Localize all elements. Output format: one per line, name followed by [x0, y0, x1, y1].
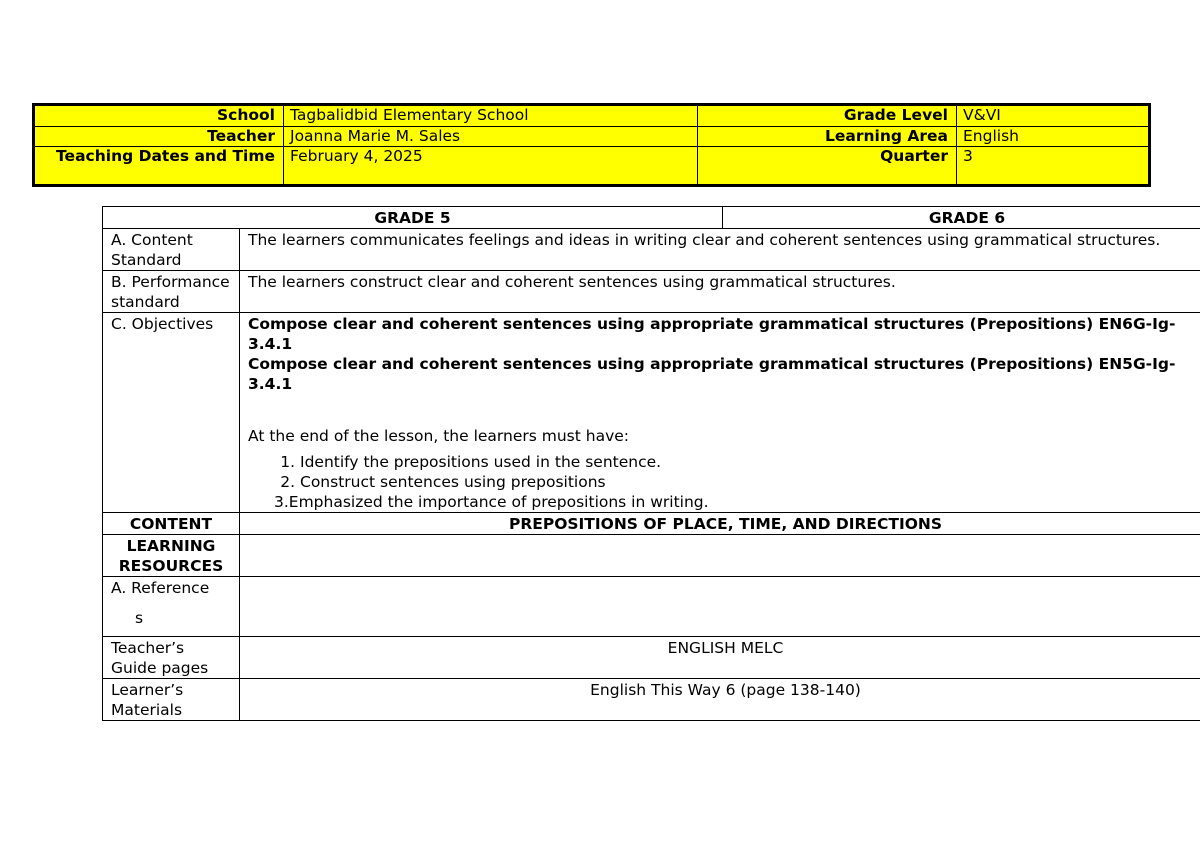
- objectives-list: [248, 452, 1200, 492]
- performance-standard-row: [103, 271, 1200, 313]
- content-standard-value: The learners communicates feelings and ideas in writing clear and coherent sentences using grammatical structures.: [240, 229, 1200, 271]
- objectives-label: C. Objectives: [103, 313, 240, 513]
- objectives-row: [103, 313, 1200, 513]
- performance-standard-label: B. Performance standard: [103, 271, 240, 313]
- school-value: Tagbalidbid Elementary School: [284, 106, 698, 127]
- learners-materials-label: Learner’s Materials: [103, 679, 240, 721]
- content-value: PREPOSITIONS OF PLACE, TIME, AND DIRECTIONS: [240, 513, 1200, 535]
- content-row: [103, 513, 1200, 535]
- teachers-guide-value: ENGLISH MELC: [240, 637, 1200, 679]
- objective-item-3: 3.Emphasized the importance of prepositions in writing.: [274, 493, 709, 511]
- grade-level-label: Grade Level: [698, 106, 957, 127]
- lesson-plan-table: [102, 206, 1200, 721]
- references-row: [103, 577, 1200, 637]
- objective-grade6: Compose clear and coherent sentences using appropriate grammatical structures (Prepositions) EN6G-Ig-3.4.1: [248, 315, 1176, 353]
- quarter-value: 3: [963, 147, 973, 165]
- objectives-cell: [240, 313, 1200, 513]
- references-value: [240, 577, 1200, 637]
- header-table: [32, 103, 1151, 187]
- teacher-value: Joanna Marie M. Sales: [284, 127, 698, 147]
- references-label-line1: A. Reference: [111, 579, 210, 597]
- objective-grade5: Compose clear and coherent sentences using appropriate grammatical structures (Prepositions) EN5G-Ig-3.4.1: [248, 355, 1176, 393]
- content-standard-label: A. Content Standard: [103, 229, 240, 271]
- references-label-line2: s: [135, 609, 144, 627]
- references-label: [103, 577, 240, 637]
- teachers-guide-row: [103, 637, 1200, 679]
- learning-area-label: Learning Area: [698, 127, 957, 147]
- school-label: School: [35, 106, 284, 127]
- grade-header-row: [103, 207, 1200, 229]
- teacher-label: Teacher: [35, 127, 284, 147]
- objective-item: 1. Identify the prepositions used in the sentence.: [300, 452, 1200, 472]
- quarter-label: Quarter: [698, 147, 957, 184]
- objective-item: 2. Construct sentences using prepositions: [300, 472, 1200, 492]
- content-standard-row: [103, 229, 1200, 271]
- performance-standard-value: The learners construct clear and coherent sentences using grammatical structures.: [240, 271, 1200, 313]
- learning-resources-label: LEARNING RESOURCES: [103, 535, 240, 577]
- teaching-dates-value: February 4, 2025: [284, 147, 698, 184]
- grade6-header: GRADE 6: [723, 207, 1200, 229]
- end-of-lesson-text: At the end of the lesson, the learners must have:: [248, 427, 630, 445]
- learning-area-value: English: [957, 127, 1148, 147]
- grade5-header: GRADE 5: [103, 207, 723, 229]
- teachers-guide-label: Teacher’s Guide pages: [103, 637, 240, 679]
- grade-level-value: V&VI: [957, 106, 1148, 127]
- learning-resources-row: [103, 535, 1200, 577]
- learners-materials-value: English This Way 6 (page 138-140): [240, 679, 1200, 721]
- learning-resources-value: [240, 535, 1200, 577]
- learners-materials-row: [103, 679, 1200, 721]
- teaching-dates-label: Teaching Dates and Time: [35, 147, 284, 184]
- content-label: CONTENT: [103, 513, 240, 535]
